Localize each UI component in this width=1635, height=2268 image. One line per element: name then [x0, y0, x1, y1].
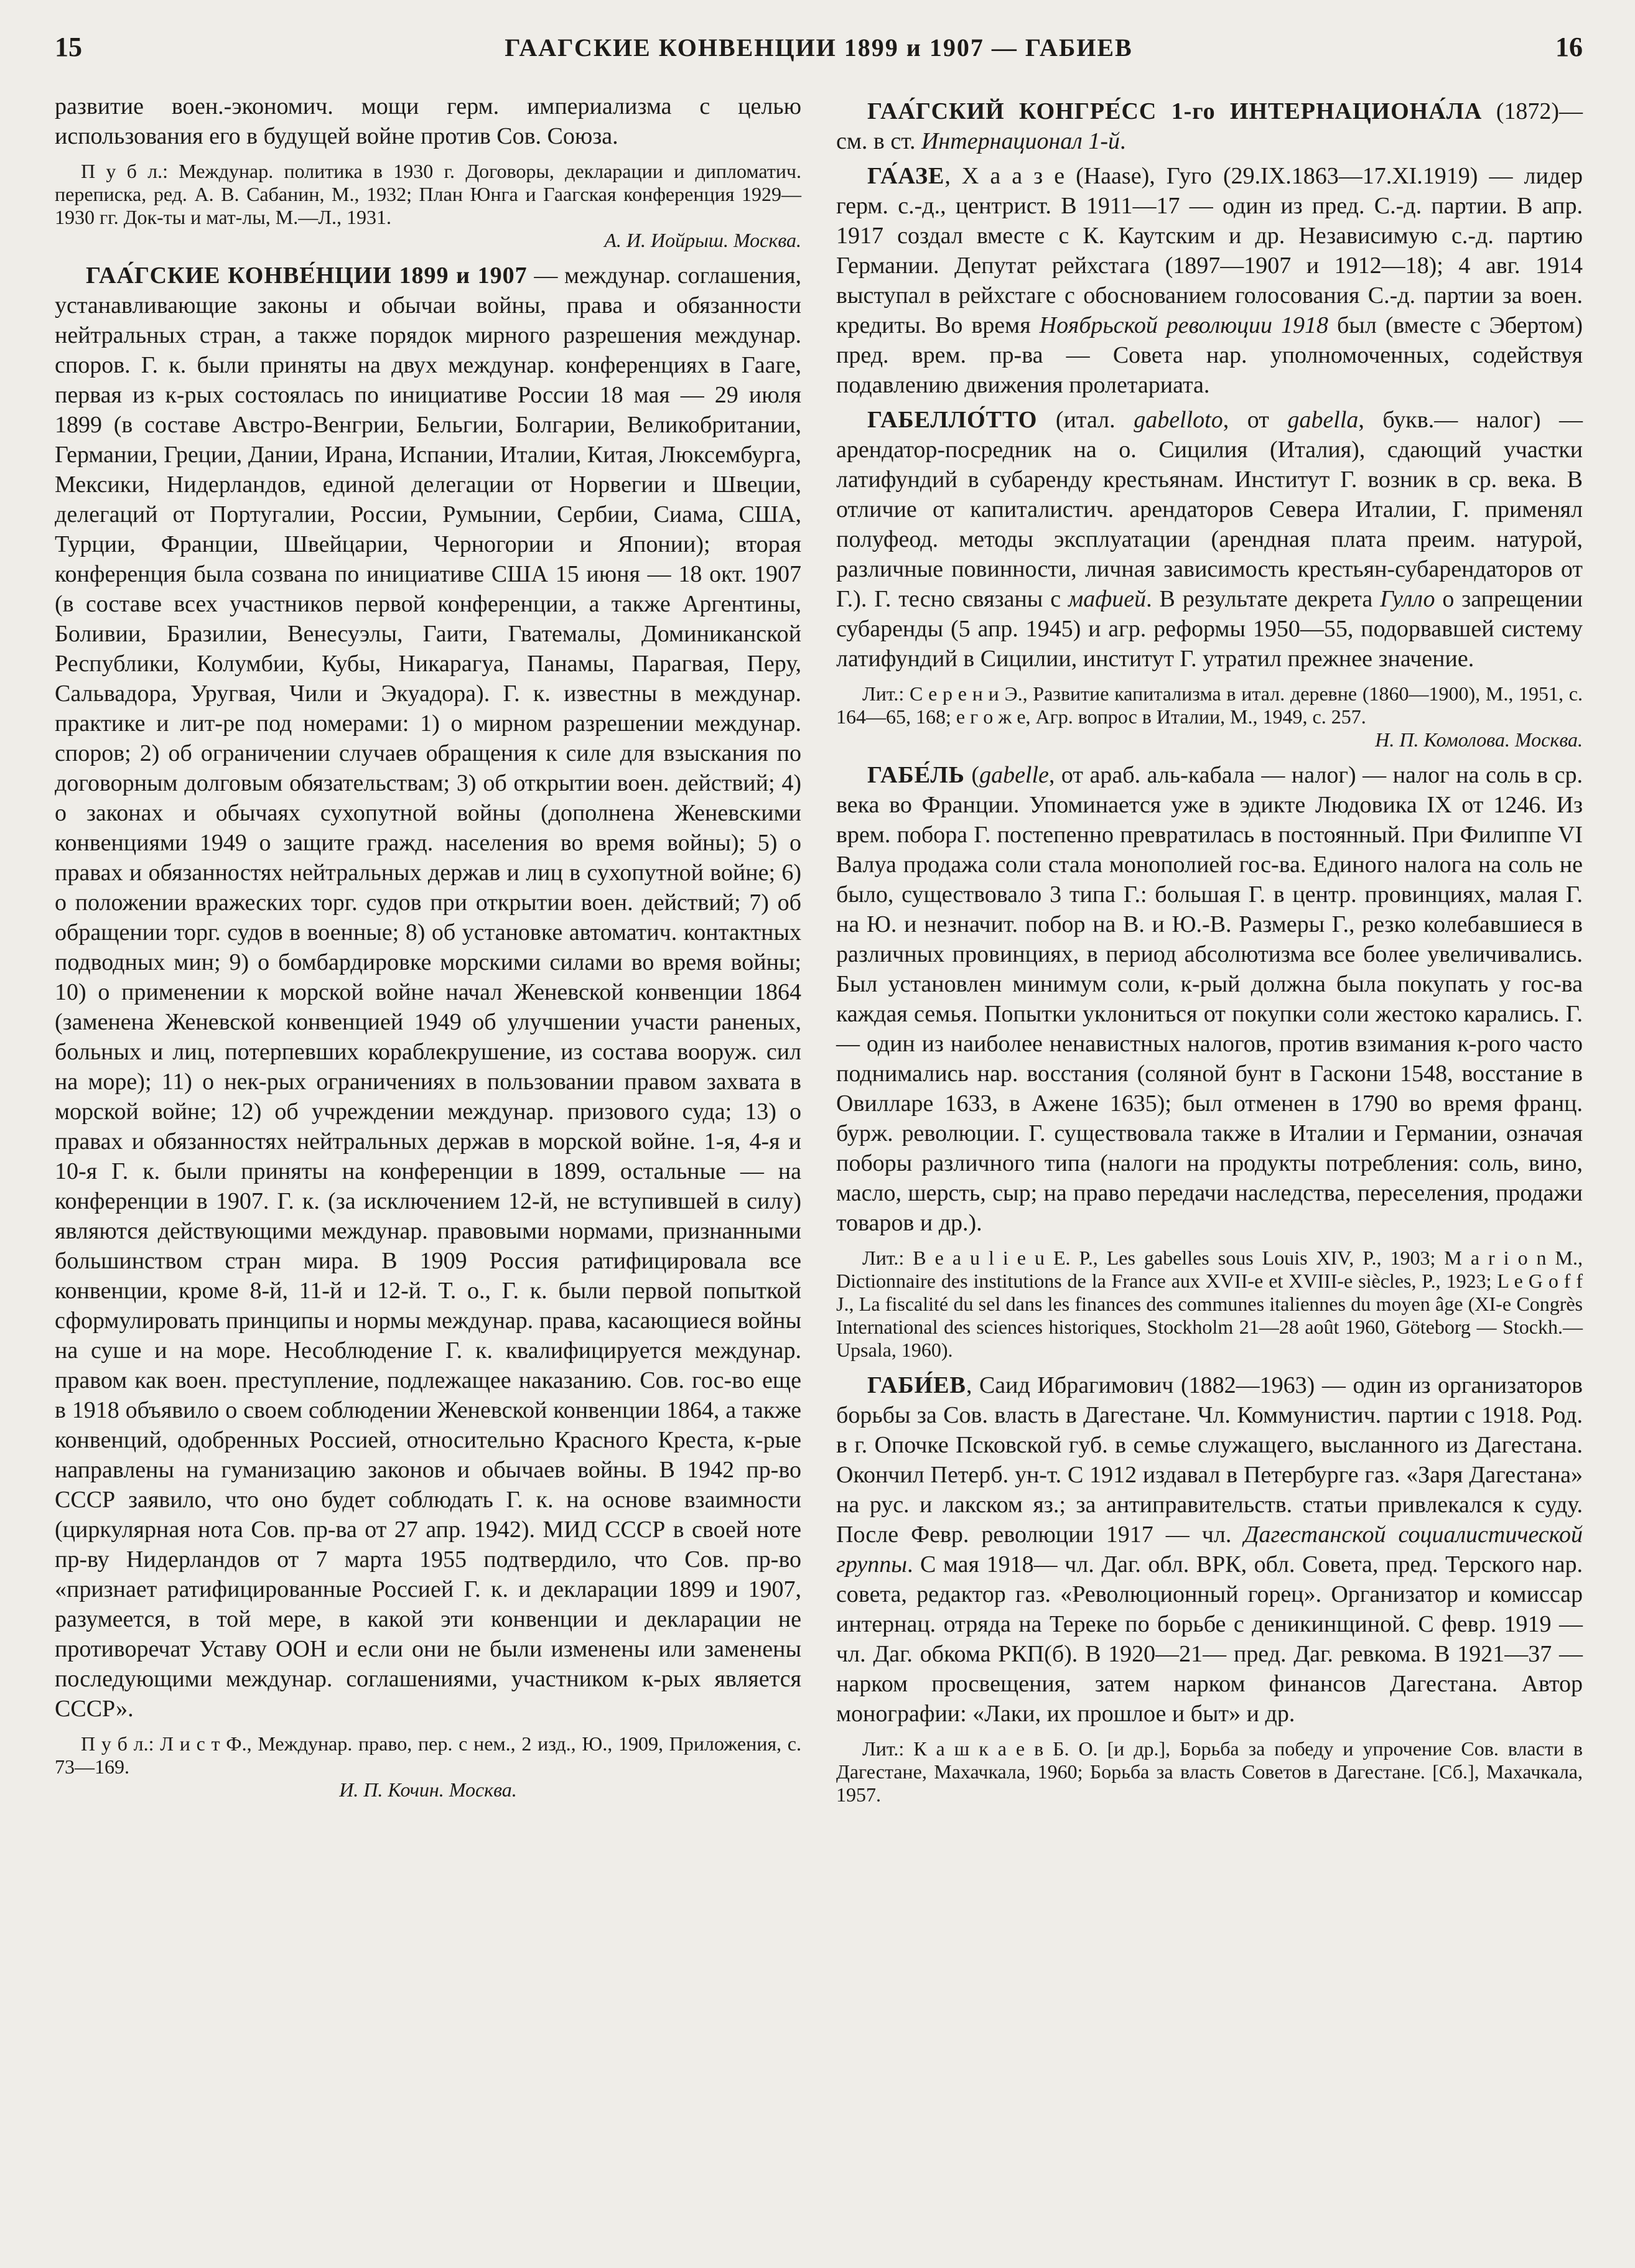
- text-run: Ноябрьской революции 1918: [1039, 312, 1329, 338]
- article-headword: ГАБЕЛЛО́ТТО: [867, 407, 1038, 433]
- right-column: [836, 91, 1583, 1815]
- bibliography-block-1: [55, 160, 801, 252]
- author-signature: А. И. Иойрыш. Москва.: [604, 229, 801, 251]
- text-run: , букв.— налог) — арендатор-посредник на о. Сицилия (Италия), сдающий участки латифундий в субаренду крестьянам. Институт Г. возник в ср. века. В отличие от капиталистич. арендаторов Севера Италии, Г. применял полуфеод. методы эксплуатации (арендная плата преим. натурой, различные повинности, личная зависимость крестьян-субарендаторов от Г.). Г. тесно связаны с: [836, 407, 1583, 612]
- text-run: был (вместе с Эбертом) пред. врем. пр-ва — Совета нар. уполномоченных, содействуя подавлению движения пролетариата.: [836, 312, 1583, 398]
- text-run: , от араб. аль-кабала — налог) — налог на соль в ср. века во Франции. Упоминается уже в эдикте Людовика IX от 1246. Из врем. побора Г. постепенно превратилась в постоянный. При Филиппе VI Валуа продажа соли стала монополией гос-ва. Единого налога на соль не было, существовало 3 типа Г.: большая Г. в центр. провинциях, малая Г. на Ю. и незначит. побор на В. и Ю.-В. Размеры Г., резко колебавшиеся в различных провинциях, в период абсолютизма все более увеличивались. Был установлен минимум соли, к-рый должна была покупать у гос-ва каждая семья. Попытки уклониться от покупки соли жестоко карались. Г.— один из наиболее ненавистных налогов, против взимания к-рого часто поднимались нар. восстания (соляной бунт в Гаскони 1548, восстание в Овилларе 1633, в Ажене 1635); был отменен в 1790 во время франц. бурж. революции. Г. существовала также в Италии и Германии, означая поборы различного типа (налоги на продукты потребления: соль, вино, масло, шерсть, сыр; на право передачи наследства, переселения, продажи товаров и др.).: [836, 762, 1583, 1236]
- literature-block-gabiev: [836, 1737, 1583, 1806]
- article-gaagskie-konvencii: [55, 261, 801, 1724]
- article-gabellotto: [836, 405, 1583, 674]
- continuation-paragraph: развитие воен.-экономич. мощи герм. империализма с целью использования его в будущей войне против Сов. Союза.: [55, 93, 801, 149]
- text-run: . В результате декрета: [1146, 586, 1381, 612]
- text-run: . С мая 1918— чл. Даг. обл. ВРК, обл. Совета, пред. Терского нар. совета, редактор газ. «Революционный горец». Организатор и комиссар интернац. отряда на Тереке по борьбе с деникинщиной. С февр. 1919 — чл. Даг. обкома РКП(б). В 1920—21— пред. Даг. ревкома. В 1921—37 — нарком просвещения, затем нарком финансов Дагестана. Автор монографии: «Лаки, их прошлое и быт» и др.: [836, 1551, 1583, 1727]
- text-run: (1872)— см. в ст.: [836, 98, 1583, 154]
- bibliography-block-2: [55, 1732, 801, 1801]
- article-body: [836, 762, 1583, 1236]
- article-gabiev: [836, 1370, 1583, 1729]
- author-signature: Н. П. Комолова. Москва.: [1375, 728, 1583, 751]
- literature-block-gabel: [836, 1247, 1583, 1362]
- text-run: gabella: [1287, 407, 1359, 433]
- article-body: [836, 1372, 1583, 1727]
- article-body: [836, 163, 1583, 398]
- text-run: , Саид Ибрагимович (1882—1963) — один из организаторов борьбы за Сов. власть в Дагестане. Чл. Коммунистич. партии с 1918. Род. в г. Опочке Псковской губ. в семье служащего, высланного из Дагестана. Окончил Петерб. ун-т. С 1912 издавал в Петербурге газ. «Заря Дагестана» на рус. и лакском яз.; за антиправительств. статьи привлекался к суду. После Февр. революции 1917 — чл.: [836, 1372, 1583, 1548]
- literature-text: Лит.: С е р е н и Э., Развитие капитализма в итал. деревне (1860—1900), М., 1951, с. 164—65, 168; е г о ж е, Агр. вопрос в Италии, М., 1949, с. 257.: [836, 682, 1583, 728]
- text-run: , Х а а з е (Haase), Гуго (29.IX.1863—17.XI.1919) — лидер герм. с.-д., центрист. В 1911—17 — один из пред. С.-д. партии. В апр. 1917 создал вместе с К. Каутским и др. Независимую с.-д. партию Германии. Депутат рейхстага (1897—1907 и 1912—18); 4 авг. 1914 выступал в рейхстаге с обоснованием голосования С.-д. партии за воен. кредиты. Во время: [836, 163, 1583, 338]
- text-run: , от: [1223, 407, 1288, 433]
- left-column: [55, 91, 801, 1815]
- text-run: (: [964, 762, 980, 788]
- article-body: — междунар. соглашения, устанавливающие законы и обычаи войны, права и обязанности нейтральных стран, а также порядок мирного разрешения междунар. споров. Г. к. были приняты на двух междунар. конференциях в Гааге, первая из к-рых состоялась по инициативе России 18 мая — 29 июля 1899 (в составе Австро-Венгрии, Бельгии, Болгарии, Великобритании, Германии, Греции, Дании, Ирана, Испании, Италии, Китая, Люксембурга, Мексики, Нидерландов, единой делегации от Норвегии и Швеции, делегаций от Португалии, России, Румынии, Сербии, Сиама, США, Турции, Франции, Швейцарии, Черногории и Японии); вторая конференция была созвана по инициативе США 15 июня — 18 окт. 1907 (в составе всех участников первой конференции, а также Аргентины, Боливии, Бразилии, Венесуэлы, Гаити, Гватемалы, Доминиканской Республики, Колумбии, Кубы, Никарагуа, Панамы, Парагвая, Перу, Сальвадора, Уругвая, Чили и Экуадора). Г. к. известны в междунар. практике и лит-ре под номерами: 1) о мирном разрешении междунар. споров; 2) об ограничении случаев обращения к силе для взыскания по договорным долговым обязательствам; 3) об открытии воен. действий; 4) о законах и обычаях сухопутной войны (дополнена Женевскими конвенциями 1949 о защите гражд. населения во время войны); 5) о правах и обязанностях нейтральных держав и лиц в сухопутной войне; 6) о положении вражеских торг. судов при открытии воен. действий; 7) об обращении торг. судов в военные; 8) об установке автоматич. контактных подводных мин; 9) о бомбардировке морскими силами во время войны; 10) о применении к морской войне начал Женевской конвенции 1864 (заменена Женевской конвенцией 1949 об улучшении участи раненых, больных и лиц, потерпевших кораблекрушение, из состава вооруж. сил на море); 11) о нек-рых ограничениях в пользовании правом захвата в морской войне; 12) об учреждении междунар. призового суда; 13) о правах и обязанностях нейтральных держав в морской войне. 1-я, 4-я и 10-я Г. к. были приняты на конференции в 1899, остальные — на конференции в 1907. Г. к. (за исключением 12-й, не вступившей в силу) являются действующими междунар. правовыми нормами, признанными большинством стран мира. В 1909 Россия ратифицировала все конвенции, кроме 8-й, 11-й и 12-й. Т. о., Г. к. были первой попыткой сформулировать принципы и нормы междунар. права, касающиеся войны на суше и на море. Несоблюдение Г. к. квалифицируется междунар. правом как воен. преступление, подлежащее наказанию. Сов. гос-во еще в 1918 объявило о своем соблюдении Женевской конвенции 1864, а также конвенций, одобренных Россией, относительно Красного Креста, к-рые направлены на гуманизацию законов и обычаев войны. В 1942 пр-во СССР заявило, что оно будет соблюдать Г. к. на основе взаимности (циркулярная нота Сов. пр-ва от 27 апр. 1942). МИД СССР в своей ноте пр-ву Нидерландов от 7 марта 1955 подтвердило, что Сов. пр-во «признает ратифицированные Россией Г. к. и декларации 1899 и 1907, разумеется, в той мере, в какой эти конвенции и декларации не противоречат Уставу ООН и если они не были изменены или заменены последующими междунар. соглашениями, участником к-рых является СССР».: [55, 263, 801, 1722]
- article-gabel: [836, 760, 1583, 1238]
- literature-block-gabellotto: [836, 682, 1583, 751]
- article-gaaze: [836, 161, 1583, 400]
- text-run: Гулло: [1380, 586, 1435, 612]
- running-head: ГААГСКИЕ КОНВЕНЦИИ 1899 и 1907 — ГАБИЕВ: [505, 34, 1133, 62]
- literature-text: Лит.: B e a u l i e u E. P., Les gabelles sous Louis XIV, P., 1903; M a r i o n M., Dictionnaire des institutions de la France aux XVII-e et XVIII-e siècles, P., 1923; L e G o f f J., La fiscalité du sel dans les finances des communes italiennes du moyen âge (XI-e Congrès International des sciences historiques, Stockholm 21—28 août 1960, Göteborg — Stockh.— Upsala, 1960).: [836, 1247, 1583, 1361]
- article-body: [836, 407, 1583, 672]
- page-number-left: 15: [55, 32, 82, 62]
- page-header: [55, 32, 1583, 63]
- text-run: мафией: [1068, 586, 1147, 612]
- article-headword: ГАА́ГСКИЙ КОНГРЕ́СС 1-го ИНТЕРНАЦИОНА́ЛА: [867, 98, 1483, 124]
- text-run: Интернационал 1-й: [921, 128, 1120, 154]
- author-signature: И. П. Кочин. Москва.: [339, 1778, 517, 1801]
- text-run: gabelle: [979, 762, 1049, 788]
- article-gaagsky-kongress: [836, 96, 1583, 156]
- page-number-right: 16: [1555, 32, 1583, 62]
- literature-text: Лит.: К а ш к а е в Б. О. [и др.], Борьба за победу и упрочение Сов. власти в Дагестане, Махачкала, 1960; Борьба за власть Советов в Дагестане. [Сб.], Махачкала, 1957.: [836, 1737, 1583, 1806]
- text-run: о запрещении субаренды (5 апр. 1945) и агр. реформы 1950—55, подорвавшей систему латифундий в Сицилии, институт Г. утратил прежнее значение.: [836, 586, 1583, 672]
- article-headword: ГАА́ГСКИЕ КОНВЕ́НЦИИ 1899 и 1907: [86, 263, 528, 289]
- article-headword: ГАБЕ́ЛЬ: [867, 762, 965, 788]
- text-run: .: [1120, 128, 1126, 154]
- article-headword: ГАБИ́ЕВ: [867, 1372, 966, 1398]
- text-columns: [55, 91, 1583, 1815]
- text-run: Дагестанской социалистической группы: [836, 1522, 1583, 1578]
- bibliography-text: П у б л.: Л и с т Ф., Междунар. право, пер. с нем., 2 изд., Ю., 1909, Приложения, с. 73—169.: [55, 1732, 801, 1778]
- text-run: (итал.: [1037, 407, 1134, 433]
- bibliography-text: П у б л.: Междунар. политика в 1930 г. Договоры, декларации и дипломатич. переписка, ред. А. В. Сабанин, М., 1932; План Юнга и Гаагская конференция 1929—1930 гг. Док-ты и мат-лы, М.—Л., 1931.: [55, 160, 801, 228]
- text-run: gabelloto: [1134, 407, 1223, 433]
- article-headword: ГА́АЗЕ: [867, 163, 945, 189]
